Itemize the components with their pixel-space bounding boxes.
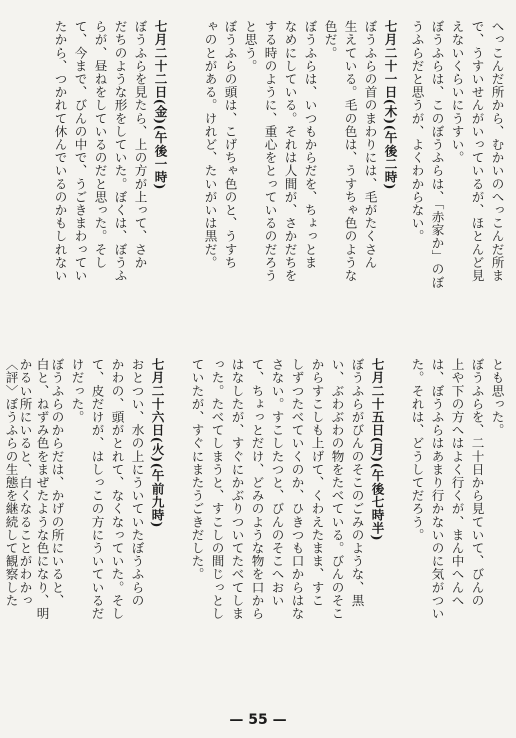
review-column: 〈評〉ぼうふらの生態を継続して観察した — [3, 358, 19, 607]
text-column: さない。すこしたつと、びんのそこへおい — [269, 358, 285, 607]
text-column: だちのような形をしていた。ぼくは、ぼうふ — [112, 20, 128, 282]
text-column: えないくらいにうすい。 — [449, 20, 465, 165]
text-column: は、ぼうふらはあまり行かないのに気がつい — [429, 358, 445, 620]
text-column: たから、つかれて休んでいるのかもしれない — [52, 20, 68, 282]
text-column: ぼうふらを、二十日から見ていて、びんの — [469, 358, 485, 607]
text-column: ぼうふらを見たら、上の方が上って、さか — [132, 20, 148, 269]
text-column: からすこしも上げて、くわえたまま、すこ — [309, 358, 325, 607]
text-column: い、ぶわぶわの物をたべている。びんのそこ — [329, 358, 345, 620]
text-column: 色だ。 — [322, 20, 338, 60]
text-column: おとつい、水の上にういていたぼうふらの — [129, 358, 145, 607]
text-column: ぼうふらの頭は、こげちゃ色のと、うすち — [222, 20, 238, 269]
text-column: で、うすいせんがいっているが、ほとんど見 — [469, 20, 485, 282]
text-column: しずつたべていくのか、ひきつも口からはな — [289, 358, 305, 620]
text-column: ぼうふらは、いつもからだを、ちょっとま — [302, 20, 318, 269]
text-column: ぼうふらの首のまわりには、毛がたくさん — [362, 20, 378, 269]
date-heading: 七月二十一日(木)(午後二時) — [382, 20, 398, 190]
text-column: 上や下の方へはよく行くが、まん中へんへ — [449, 358, 465, 607]
text-column: 白と、ねずみ色をまぜたような色になり、明 — [34, 358, 50, 620]
date-heading: 七月二十五日(月)(午後七時半) — [369, 358, 385, 542]
text-column: ぼうふらがびんのそこのごみのような、黒 — [349, 358, 365, 607]
text-column: ていたが、すぐにまたうごきだした。 — [189, 358, 205, 581]
text-column: 生えている。毛の色は、うすちゃ色のような — [342, 20, 358, 282]
text-column: けだった。 — [69, 358, 85, 424]
text-column: て、ちょっとだけ、どみのような物を口から — [249, 358, 265, 620]
text-column: った。たべてしまうと、すこしの間じっとし — [209, 358, 225, 620]
text-column: とも思った。 — [489, 358, 505, 437]
text-column: た。それは、どうしてだろう。 — [409, 358, 425, 542]
date-heading: 七月二十六日(火)(午前九時) — [149, 358, 165, 528]
text-column: らが、昼ねをしているのだと思った。そし — [92, 20, 108, 269]
page-number: — 55 — — [229, 712, 287, 728]
text-column: ゃのとがある。けれど、たいがいは黒だ。 — [202, 20, 218, 269]
text-column: て、皮だけが、はしっこの方にういているだ — [89, 358, 105, 620]
text-column: て、今まで、びんの中で、うごきまわってい — [72, 20, 88, 282]
text-column: なめにしている。それは人間が、さかだちを — [282, 20, 298, 282]
text-column: ぼうふらは、このぼうふらは、「赤家か」のぼ — [429, 20, 445, 289]
text-column: へっこんだ所から、むかいのへっこんだ所ま — [489, 20, 505, 282]
text-column: うふらだと思うが、よくわからない。 — [409, 20, 425, 243]
text-column: する時のように、重心をとっているのだろう — [262, 20, 278, 282]
text-column: かるい所にいると、白くなることがわかっ — [17, 358, 33, 607]
text-column: と思う。 — [242, 20, 258, 73]
text-column: ぼうふらのからだは、かげの所にいると、 — [49, 358, 65, 607]
text-column: かわの、頭がとれて、なくなっていた。そし — [109, 358, 125, 620]
date-heading: 七月二十二日(金)(午後一時) — [152, 20, 168, 190]
text-column: はなしたが、すぐにかぶりついてたべてしま — [229, 358, 245, 620]
